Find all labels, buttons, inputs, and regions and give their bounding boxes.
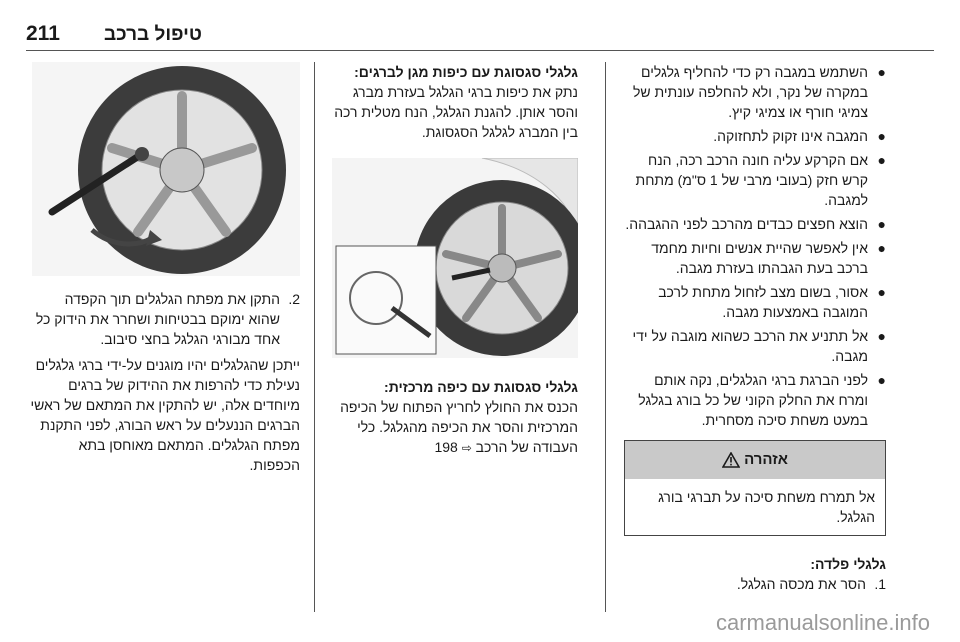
list-item: ● לפני הברגת ברגי הגלגלים, נקה אותם ומרח את החלק הקוני של כל בורג בגלגל במעט משחת סיכה מסחרית. (638, 372, 886, 428)
steel-wheels-heading: גלגלי פלדה: (810, 556, 886, 572)
locking-bolts-text: ייתכן שהגלגלים יהיו מוגנים על-ידי ברגי גלגלים נעילת כדי להרפות את ההידוק של ברגים מיוחדים אלה, יש להתקין את המתאם של ראשי הברגים הננעלים על ראש הבורג, לפני התקנת מפתח הגלגלים. המתאם מאוחסן בתא הכפפות. (30, 357, 300, 473)
step-text: התקן את מפתח הגלגלים תוך הקפדה שהוא ימוקם בבטיחות ושחרר את הידוק כל אחד מבורגי הגלגל בחצי סיבוב. (35, 291, 280, 347)
watermark: carmanualsonline.info (715, 610, 930, 635)
warning-title: אזהרה (744, 451, 788, 468)
warning-box (624, 440, 886, 536)
list-item: ● השתמש במגבה רק כדי להחליף גלגלים במקרה של נקר, ולא להחלפה עונתית של צמיגי חורף או צמיגי קיץ. (632, 64, 886, 120)
page-number: 211 (26, 22, 60, 45)
list-item: ● אסור, בשום מצב לזחול מתחת לרכב המוגבה באמצעות מגבה. (658, 284, 886, 320)
list-item: ● המגבה אינו זקוק לתחזוקה. (713, 128, 886, 144)
step-text: הסר את מכסה הגלגל. (736, 576, 866, 592)
center-cap-text: הכנס את החולץ לחריץ הפתוח של הכיפה המרכזית והסר את הכיפה מהגלגל. כלי העבודה של הרכב ⇨ 198 (340, 399, 578, 455)
right-column (624, 62, 886, 594)
left-column (30, 62, 300, 481)
step-number: 2. (288, 291, 300, 307)
bolt-caps-heading: גלגלי סגסוגת עם כיפות מגן לברגים: (354, 64, 578, 80)
wheel-wrench-illustration (32, 62, 300, 276)
middle-column (330, 62, 578, 464)
section-title: טיפול ברכב (104, 24, 202, 45)
column-divider-right (605, 62, 606, 612)
warning-header (625, 441, 885, 479)
list-item: ● הוצא חפצים כבדים מהרכב לפני ההגבהה. (625, 216, 886, 232)
list-item: ● אל תתניע את הרכב כשהוא מוגבה על ידי מגבה. (632, 328, 886, 364)
step-2 (30, 289, 300, 349)
list-item: ● אין לאפשר שהיית אנשים וחיות מחמד ברכב בעת הגבהתו בעזרת מגבה. (651, 240, 886, 276)
column-divider-left (314, 62, 315, 612)
reference-arrow-icon: ⇨ (461, 441, 472, 455)
step-number: 1. (874, 576, 886, 592)
page-reference: 198 (434, 439, 458, 455)
precautions-list (624, 62, 886, 430)
step-1 (624, 574, 886, 594)
bolt-caps-text: נתק את כיפות ברגי הגלגל בעזרת מברג והסר אותן. להגנת הגלגל, הנח מטלית רכה בין המברג לגלגל הסגסוגת. (334, 84, 578, 140)
page-header (0, 0, 960, 52)
list-item: ● אם הקרקע עליה חונה הרכב רכה, הנח קרש חזק (בעובי מרבי של 1 ס"מ) מתחת למגבה. (635, 152, 886, 208)
warning-text: אל תמרח משחת סיכה על תברגי בורג הגלגל. (658, 489, 875, 525)
header-rule (26, 50, 934, 51)
center-cap-heading: גלגלי סגסוגת עם כיפה מרכזית: (384, 379, 578, 395)
hub-cap-removal-illustration (332, 158, 578, 358)
warning-triangle-icon (722, 452, 740, 468)
